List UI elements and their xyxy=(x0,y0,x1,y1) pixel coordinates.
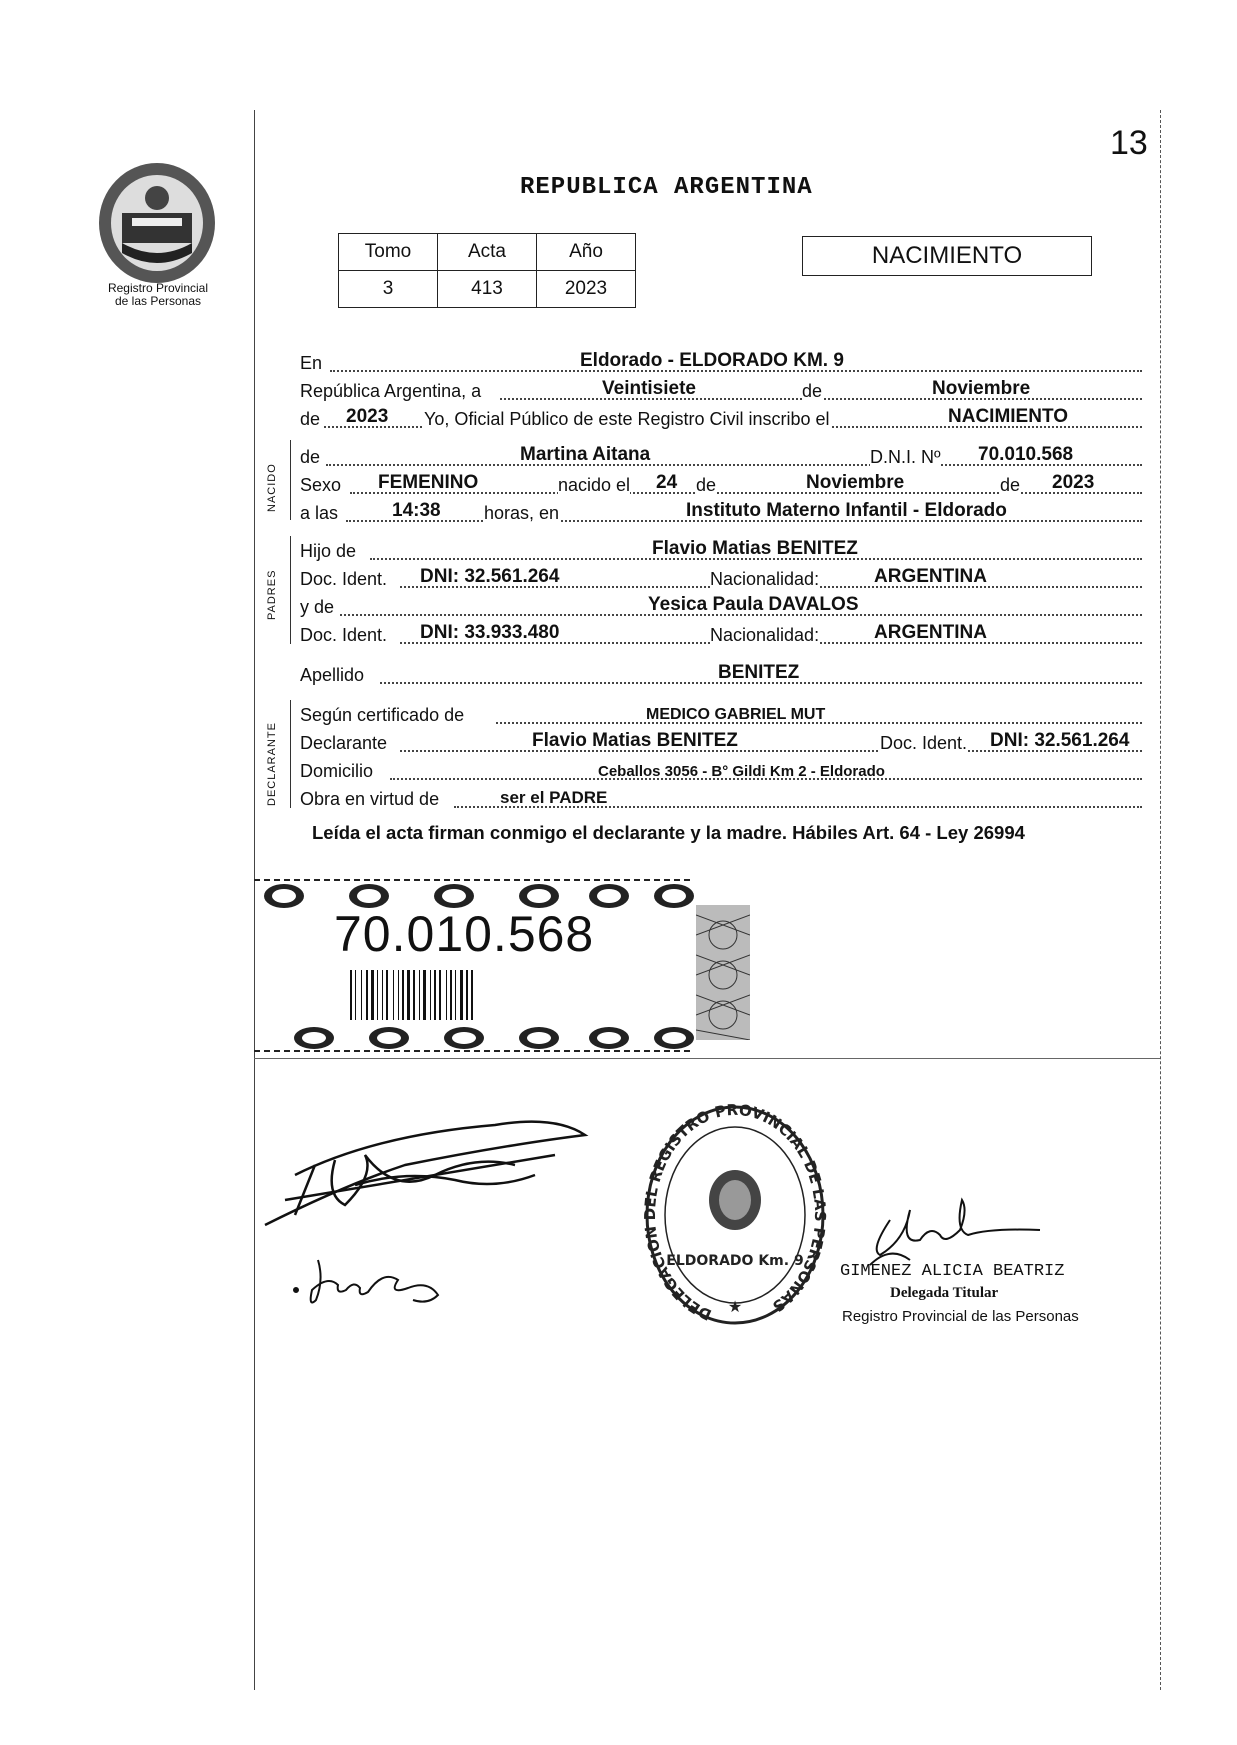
field-sexo xyxy=(300,470,1142,498)
field-sexo-anio: 2023 xyxy=(1052,472,1095,493)
field-republica xyxy=(300,376,1142,404)
field-nombre-label: de xyxy=(300,447,321,467)
ref-header-anio: Año xyxy=(537,234,636,271)
security-hologram xyxy=(696,905,750,1040)
field-obra-label: Obra en virtud de xyxy=(300,789,440,809)
field-nombre xyxy=(300,442,1142,470)
field-y-de-value: Yesica Paula DAVALOS xyxy=(648,594,859,615)
field-doc-padre-nac-value: ARGENTINA xyxy=(874,566,987,587)
closing-note: Leída el acta firman conmigo el declarante y la madre. Hábiles Art. 64 - Ley 26994 xyxy=(312,822,1025,843)
field-declarante-doc-label: Doc. Ident. xyxy=(880,733,968,753)
field-obra xyxy=(300,784,1142,812)
stamp-ring-text: DELEGACION DEL REGISTRO PROVINCIAL DE LAS PERSONAS xyxy=(641,1100,830,1324)
field-declarante-label: Declarante xyxy=(300,733,388,753)
field-sexo-de2-label: de xyxy=(1000,475,1021,495)
ref-header-acta: Acta xyxy=(438,234,537,271)
official-signature xyxy=(850,1190,1050,1270)
field-sexo-mes: Noviembre xyxy=(806,472,905,493)
declarant-signature xyxy=(255,1105,615,1235)
field-hora-en-label: horas, en xyxy=(484,503,560,523)
provincial-seal-logo xyxy=(92,158,222,288)
field-anio-value: 2023 xyxy=(346,406,389,427)
field-hijo-de-label: Hijo de xyxy=(300,541,357,561)
field-hora-value: 14:38 xyxy=(392,500,441,521)
reference-table-value-row xyxy=(339,271,636,308)
act-type-box: NACIMIENTO xyxy=(802,236,1092,276)
declarante-bracket xyxy=(290,700,291,808)
field-declarante-value: Flavio Matias BENITEZ xyxy=(532,730,738,751)
field-declarante-doc-value: DNI: 32.561.264 xyxy=(990,730,1130,751)
field-hijo-de-value: Flavio Matias BENITEZ xyxy=(652,538,858,559)
nacido-bracket xyxy=(290,440,291,520)
field-doc-madre-value: DNI: 33.933.480 xyxy=(420,622,560,643)
field-doc-padre-value: DNI: 32.561.264 xyxy=(420,566,560,587)
field-sexo-nacido-label: nacido el xyxy=(558,475,631,495)
right-margin-rule xyxy=(1160,110,1161,1690)
field-apellido-label: Apellido xyxy=(300,665,365,685)
section-label-padres: PADRES xyxy=(266,569,278,620)
field-domicilio xyxy=(300,756,1142,784)
stamp-star-icon: ★ xyxy=(727,1297,743,1316)
ref-value-tomo: 3 xyxy=(339,271,438,308)
field-anio-label2: Yo, Oficial Público de este Registro Civil inscribo el xyxy=(424,409,830,429)
mother-signature xyxy=(288,1240,458,1310)
logo-caption-line2: de las Personas xyxy=(114,294,202,308)
field-hora-lugar: Instituto Materno Infantil - Eldorado xyxy=(686,500,1007,521)
field-hora-label: a las xyxy=(300,503,339,523)
ref-value-acta: 413 xyxy=(438,271,537,308)
field-apellido-value: BENITEZ xyxy=(718,662,800,683)
field-doc-padre-label: Doc. Ident. xyxy=(300,569,388,589)
field-en-value: Eldorado - ELDORADO KM. 9 xyxy=(580,350,844,371)
official-role: Delegada Titular xyxy=(890,1285,999,1301)
field-anio-label: de xyxy=(300,409,321,429)
security-band-dni: 70.010.568 xyxy=(334,906,595,962)
stamp-inner-text: ELDORADO Km. 9 xyxy=(666,1253,804,1269)
section-label-declarante: DECLARANTE xyxy=(266,722,278,806)
field-republica-label2: de xyxy=(802,381,823,401)
field-obra-value: ser el PADRE xyxy=(500,788,608,807)
field-sexo-de-label: de xyxy=(696,475,717,495)
field-domicilio-label: Domicilio xyxy=(300,761,374,781)
section-label-nacido: NACIDO xyxy=(266,463,278,512)
field-doc-padre xyxy=(300,564,1142,592)
reference-table xyxy=(338,233,636,308)
field-doc-madre-label: Doc. Ident. xyxy=(300,625,388,645)
page-number: 13 xyxy=(1110,124,1148,162)
section-divider xyxy=(254,1058,1160,1059)
official-org: Registro Provincial de las Personas xyxy=(842,1308,1079,1325)
field-doc-madre-nac-label: Nacionalidad: xyxy=(710,625,820,645)
field-y-de-label: y de xyxy=(300,597,335,617)
field-hijo-de xyxy=(300,536,1142,564)
ref-value-anio: 2023 xyxy=(537,271,636,308)
official-name: GIMENEZ ALICIA BEATRIZ xyxy=(840,1262,1065,1281)
field-sexo-dia: 24 xyxy=(656,472,678,493)
field-doc-padre-nac-label: Nacionalidad: xyxy=(710,569,820,589)
field-en xyxy=(300,348,1142,376)
logo-caption-line1: Registro Provincial xyxy=(107,281,209,295)
field-nombre-dni-value: 70.010.568 xyxy=(978,444,1074,465)
field-certificado-value: MEDICO GABRIEL MUT xyxy=(646,706,826,723)
field-nombre-dni-label: D.N.I. Nº xyxy=(870,447,941,467)
document-title: REPUBLICA ARGENTINA xyxy=(520,174,813,201)
field-y-de xyxy=(300,592,1142,620)
field-domicilio-value: Ceballos 3056 - B° Gildi Km 2 - Eldorado xyxy=(598,763,885,780)
field-certificado-label: Según certificado de xyxy=(300,705,465,725)
reference-table-header-row xyxy=(339,234,636,271)
ref-header-tomo: Tomo xyxy=(339,234,438,271)
field-declarante xyxy=(300,728,1142,756)
field-anio-inscribo: NACIMIENTO xyxy=(948,406,1068,427)
field-nombre-value: Martina Aitana xyxy=(520,444,651,465)
field-sexo-value: FEMENINO xyxy=(378,472,479,493)
logo-caption xyxy=(86,282,230,308)
field-en-label: En xyxy=(300,353,323,373)
official-stamp xyxy=(640,1100,830,1330)
field-certificado xyxy=(300,700,1142,728)
field-republica-day: Veintisiete xyxy=(602,378,696,399)
field-republica-month: Noviembre xyxy=(932,378,1031,399)
field-anio-line xyxy=(300,404,1142,432)
field-republica-label: República Argentina, a xyxy=(300,381,482,401)
field-sexo-label: Sexo xyxy=(300,475,342,495)
barcode xyxy=(348,970,568,1020)
field-doc-madre xyxy=(300,620,1142,648)
padres-bracket xyxy=(290,536,291,644)
field-apellido xyxy=(300,660,1142,688)
field-doc-madre-nac-value: ARGENTINA xyxy=(874,622,987,643)
field-hora xyxy=(300,498,1142,526)
